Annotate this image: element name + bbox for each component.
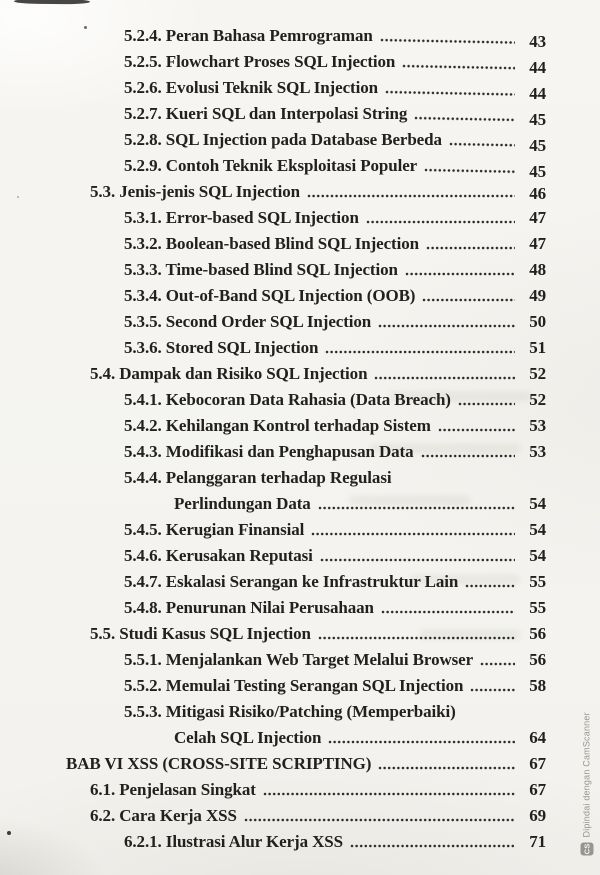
toc-entry-label: 6.1. Penjelasan Singkat <box>90 780 256 799</box>
toc-entry <box>0 413 600 439</box>
toc-entry <box>0 387 600 413</box>
toc-entry <box>0 829 600 855</box>
dot-leader <box>426 246 515 250</box>
toc-entry-label: 5.3. Jenis-jenis SQL Injection <box>90 182 300 201</box>
toc-page-number: 44 <box>529 58 546 77</box>
toc-page-number: 43 <box>529 32 546 51</box>
toc-entry-label: 5.3.2. Boolean-based Blind SQL Injection <box>124 234 419 253</box>
toc-page-number: 53 <box>529 416 546 435</box>
toc-entry <box>0 699 600 725</box>
toc-entry <box>0 647 600 673</box>
toc-page-number: 56 <box>529 650 546 669</box>
toc-page-number: 53 <box>529 442 546 461</box>
toc-page-number: 44 <box>529 84 546 103</box>
toc-entry-label: 5.4.3. Modifikasi dan Penghapusan Data <box>124 442 414 461</box>
toc-page-number: 45 <box>529 110 546 129</box>
toc-entry <box>0 23 600 49</box>
dot-leader <box>438 428 515 432</box>
toc-entry <box>0 153 600 179</box>
toc-entry-label: 5.3.4. Out-of-Band SQL Injection (OOB) <box>124 286 416 305</box>
toc-entry-label: 5.4. Dampak dan Risiko SQL Injection <box>90 364 368 383</box>
dot-leader <box>325 350 515 354</box>
dot-leader <box>311 532 515 536</box>
toc-entry <box>0 283 600 309</box>
toc-entry-label: 5.3.1. Error-based SQL Injection <box>124 208 359 227</box>
toc-entry-label: 5.4.1. Kebocoran Data Rahasia (Data Breach) <box>124 390 451 409</box>
toc-entry <box>0 673 600 699</box>
toc-entry <box>0 465 600 491</box>
dot-leader <box>378 766 515 770</box>
toc-entry-label: 5.4.2. Kehilangan Kontrol terhadap Sistem <box>124 416 431 435</box>
dot-leader <box>414 116 515 122</box>
toc-entry <box>0 621 600 647</box>
toc-entry-label: 5.4.6. Kerusakan Reputasi <box>124 546 313 565</box>
toc-page-number: 64 <box>529 728 546 747</box>
toc-entry-label: 5.5.2. Memulai Testing Serangan SQL Injection <box>124 676 464 695</box>
toc-entry <box>0 751 600 777</box>
toc-entry <box>0 595 600 621</box>
toc-page-number: 55 <box>529 572 546 591</box>
dot-leader <box>318 636 515 640</box>
toc-entry-label: 6.2. Cara Kerja XSS <box>90 806 237 825</box>
dot-leader <box>405 272 515 276</box>
dot-leader <box>402 64 515 70</box>
toc-entry <box>0 231 600 257</box>
dot-leader <box>380 38 515 45</box>
toc-entry <box>0 205 600 231</box>
toc-page-number: 54 <box>529 520 546 539</box>
dot-leader <box>366 220 515 224</box>
toc-entry <box>0 517 600 543</box>
dot-leader <box>374 376 515 380</box>
toc-page-number: 45 <box>529 136 546 155</box>
toc-entry <box>0 543 600 569</box>
toc-entry-label: 5.2.8. SQL Injection pada Database Berbeda <box>124 130 442 149</box>
toc-entry <box>0 49 600 75</box>
toc-page-number: 51 <box>529 338 546 357</box>
dot-leader <box>470 688 515 692</box>
dot-leader <box>421 454 515 458</box>
dot-leader <box>480 662 515 666</box>
dot-leader <box>381 610 515 614</box>
toc-entry <box>0 179 600 205</box>
toc-entry <box>0 803 600 829</box>
toc-entry-label: 5.3.6. Stored SQL Injection <box>124 338 319 357</box>
dot-leader <box>318 506 515 510</box>
dot-leader <box>320 558 515 562</box>
toc-entry-label: 5.4.7. Eskalasi Serangan ke Infrastruktur Lain <box>124 572 459 591</box>
toc-entry-label: 5.5. Studi Kasus SQL Injection <box>90 624 311 643</box>
dot-leader <box>458 402 515 406</box>
toc-entry <box>0 257 600 283</box>
toc-entry-label: 5.2.4. Peran Bahasa Pemrograman <box>124 26 373 45</box>
toc-page-number: 47 <box>529 234 546 253</box>
toc-page-number: 71 <box>529 832 546 851</box>
dot-leader <box>307 194 515 198</box>
dot-leader <box>328 740 515 744</box>
toc-entry <box>0 75 600 101</box>
toc-page-number: 56 <box>529 624 546 643</box>
toc-page-number: 47 <box>529 208 546 227</box>
toc-page-number: 45 <box>529 162 546 181</box>
toc-entry-label: 5.3.5. Second Order SQL Injection <box>124 312 372 331</box>
toc-entry <box>0 725 600 751</box>
toc-entry-label: 5.2.7. Kueri SQL dan Interpolasi String <box>124 104 408 123</box>
toc-entry-label: Celah SQL Injection <box>174 728 322 747</box>
toc-page-number: 50 <box>529 312 546 331</box>
toc-entry <box>0 569 600 595</box>
toc-entry <box>0 101 600 127</box>
camscanner-watermark <box>579 701 595 856</box>
toc-page-number: 69 <box>529 806 546 825</box>
toc-entry <box>0 777 600 803</box>
toc-page-number: 55 <box>529 598 546 617</box>
dot-leader <box>422 298 515 302</box>
toc-entry-label: 5.2.6. Evolusi Teknik SQL Injection <box>124 78 378 97</box>
dot-leader <box>424 168 515 174</box>
dot-leader <box>244 818 515 822</box>
toc-entry-label: Perlindungan Data <box>174 494 311 513</box>
dot-leader <box>465 584 515 588</box>
toc-entry <box>0 127 600 153</box>
toc-entry-label: 5.2.5. Flowchart Proses SQL Injection <box>124 52 396 71</box>
dot-leader <box>385 90 515 96</box>
toc-list <box>0 23 600 855</box>
toc-page-number: 67 <box>529 754 546 773</box>
toc-page-number: 46 <box>529 184 546 203</box>
dot-leader <box>449 142 515 147</box>
toc-page-number: 52 <box>529 390 546 409</box>
scan-streak-artifact <box>14 0 90 4</box>
toc-entry-label: 5.4.8. Penurunan Nilai Perusahaan <box>124 598 374 617</box>
toc-entry-label: 5.5.3. Mitigasi Risiko/Patching (Memperbaiki) <box>124 702 456 721</box>
toc-page-number: 54 <box>529 494 546 513</box>
toc-entry-label: 5.3.3. Time-based Blind SQL Injection <box>124 260 398 279</box>
toc-entry-label: BAB VI XSS (CROSS-SITE SCRIPTING) <box>66 754 372 773</box>
toc-entry <box>0 439 600 465</box>
toc-entry <box>0 491 600 517</box>
camscanner-logo-icon: CS <box>582 843 591 855</box>
dot-leader <box>263 792 515 796</box>
camscanner-text: Dipindai dengan CamScanner <box>581 712 592 838</box>
toc-entry-label: 5.4.4. Pelanggaran terhadap Regulasi <box>124 468 392 487</box>
toc-page-number: 58 <box>529 676 546 695</box>
dot-leader <box>350 844 515 848</box>
toc-entry <box>0 309 600 335</box>
toc-entry-label: 5.5.1. Menjalankan Web Target Melalui Browser <box>124 650 474 669</box>
toc-page-number: 67 <box>529 780 546 799</box>
toc-entry <box>0 361 600 387</box>
dot-leader <box>378 324 515 328</box>
toc-page-number: 52 <box>529 364 546 383</box>
toc-entry-label: 6.2.1. Ilustrasi Alur Kerja XSS <box>124 832 344 851</box>
toc-entry-label: 5.4.5. Kerugian Finansial <box>124 520 305 539</box>
toc-page-number: 54 <box>529 546 546 565</box>
toc-entry-label: 5.2.9. Contoh Teknik Eksploitasi Populer <box>124 156 418 175</box>
toc-entry <box>0 335 600 361</box>
toc-page-number: 48 <box>529 260 546 279</box>
toc-page-number: 49 <box>529 286 546 305</box>
